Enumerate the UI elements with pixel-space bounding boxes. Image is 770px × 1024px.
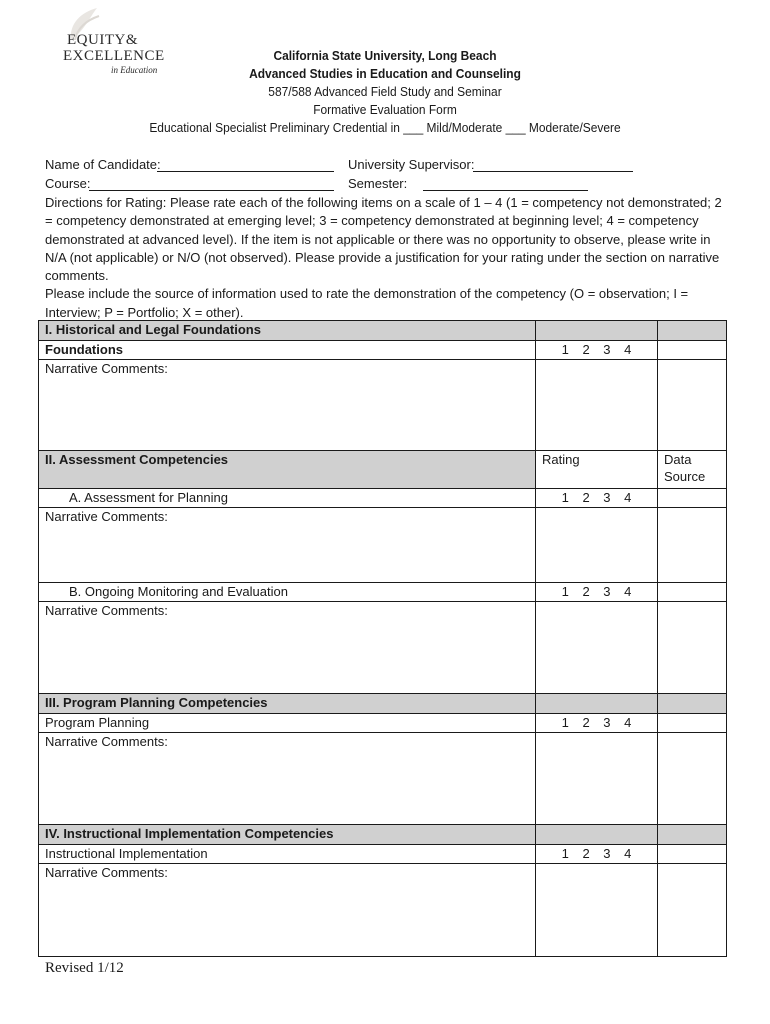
instructional-implementation-item: Instructional Implementation [39,845,536,864]
table-row [39,360,727,451]
table-row [39,864,727,957]
table-row [39,714,727,733]
logo-line-2: EXCELLENCE [63,48,165,64]
assessment-planning-rating[interactable]: 1 2 3 4 [536,489,658,508]
data-source-header-line-2: Source [664,469,706,484]
ongoing-monitoring-narrative[interactable]: Narrative Comments: [39,602,536,694]
table-row [39,733,727,825]
candidate-line[interactable] [157,171,334,172]
section-1-title: I. Historical and Legal Foundations [39,321,536,341]
revision-note: Revised 1/12 [45,960,124,976]
foundations-rating[interactable]: 1 2 3 4 [536,341,658,360]
table-row [39,583,727,602]
data-source-header-line-1: Data [664,452,692,467]
program-planning-data-source[interactable] [658,714,727,733]
rating-directions [45,194,725,322]
supervisor-label: University Supervisor: [348,157,475,172]
table-row [39,489,727,508]
data-source-column-header [658,451,727,489]
assessment-planning-narrative[interactable]: Narrative Comments: [39,508,536,583]
directions-paragraph-2: Please include the source of information used to rate the demonstration of the competency (O = observation; I = Interview; P = Portfolio; X = other). [45,286,689,320]
supervisor-line[interactable] [473,171,633,172]
section-2-header [39,451,727,489]
form-title: Formative Evaluation Form [313,102,457,117]
assessment-planning-data-source[interactable] [658,489,727,508]
section-1-header [39,321,727,341]
course-line[interactable] [89,190,334,191]
table-row [39,845,727,864]
instructional-implementation-data-source[interactable] [658,845,727,864]
program-planning-rating[interactable]: 1 2 3 4 [536,714,658,733]
directions-paragraph-1: Directions for Rating: Please rate each of the following items on a scale of 1 – 4 (1 = competency not demonstrated; 2 = competency demonstrated at emerging level; 3 = competency demonstrated at beginning level; 4 = competency demonstrated at advanced level). If the item is not applicable or there was no opportunity to observe, please write in N/A (not applicable) or N/O (not observed). Please provide a justification for your rating under the section on narrative comments. [45,195,722,284]
foundations-item: Foundations [39,341,536,360]
rating-column-header: Rating [536,451,658,489]
section-2-title: II. Assessment Competencies [39,451,536,489]
ongoing-monitoring-item: B. Ongoing Monitoring and Evaluation [39,583,536,602]
course-title: 587/588 Advanced Field Study and Seminar [268,84,502,99]
course-label: Course: [45,176,91,191]
candidate-label: Name of Candidate: [45,157,161,172]
program-name: Advanced Studies in Education and Counseling [249,66,521,81]
foundations-data-source[interactable] [658,341,727,360]
form-header [31,47,739,137]
semester-label: Semester: [348,176,408,191]
instructional-implementation-rating[interactable]: 1 2 3 4 [536,845,658,864]
ongoing-monitoring-rating[interactable]: 1 2 3 4 [536,583,658,602]
credential-line: Educational Specialist Preliminary Credential in ___ Mild/Moderate ___ Moderate/Severe [149,120,621,135]
evaluation-table [38,320,727,957]
semester-line[interactable] [423,190,588,191]
logo-line-1: EQUITY& [67,32,138,48]
university-name: California State University, Long Beach [273,48,497,63]
assessment-planning-item: A. Assessment for Planning [39,489,536,508]
foundations-narrative[interactable]: Narrative Comments: [39,360,536,451]
table-row [39,602,727,694]
ongoing-monitoring-data-source[interactable] [658,583,727,602]
program-planning-narrative[interactable]: Narrative Comments: [39,733,536,825]
instructional-implementation-narrative[interactable]: Narrative Comments: [39,864,536,957]
table-row [39,508,727,583]
table-row [39,341,727,360]
section-4-header [39,825,727,845]
section-3-title: III. Program Planning Competencies [39,694,536,714]
section-4-title: IV. Instructional Implementation Competencies [39,825,536,845]
section-3-header [39,694,727,714]
program-planning-item: Program Planning [39,714,536,733]
logo-line-3: in Education [111,65,158,75]
